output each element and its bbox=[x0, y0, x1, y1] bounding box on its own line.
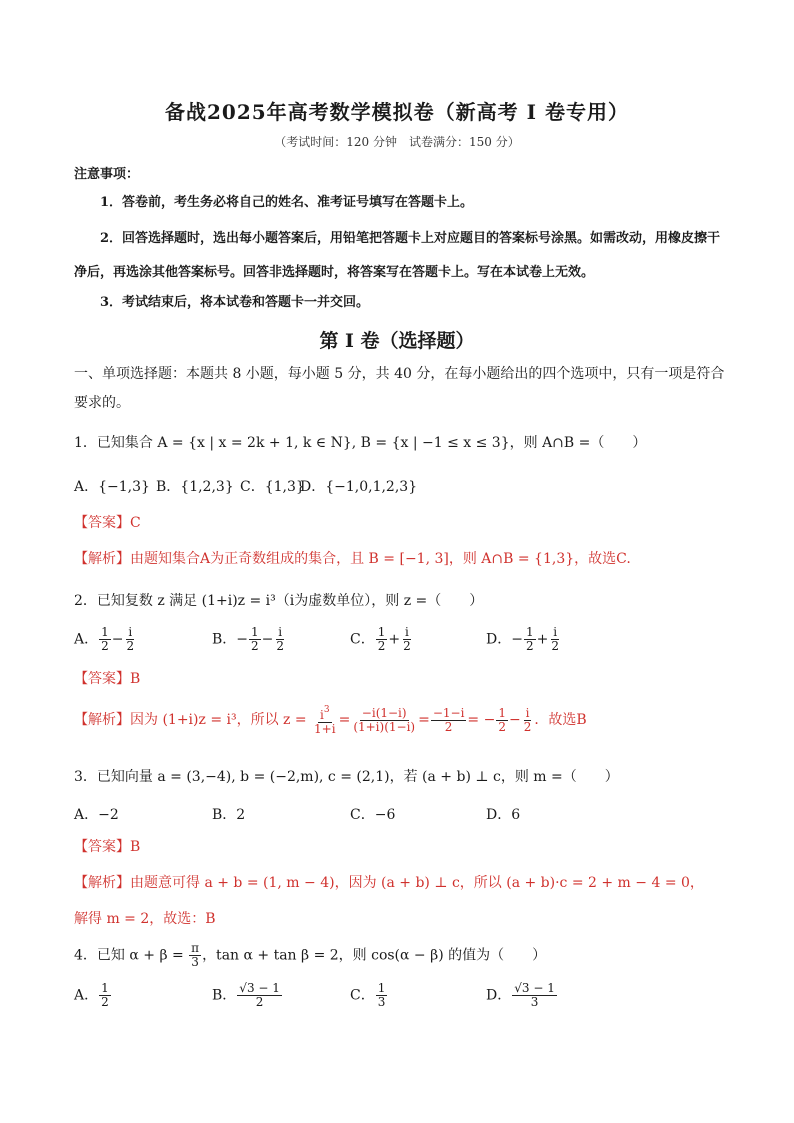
answer-value: C bbox=[130, 515, 141, 531]
exam-info: （考试时间：120 分钟 试卷满分：150 分） bbox=[274, 135, 520, 149]
question-4-stem-prefix: 4．已知 α + β = bbox=[74, 947, 184, 964]
answer-label: 【答案】 bbox=[74, 515, 130, 531]
question-1-answer bbox=[74, 512, 734, 532]
question-1-option-a: A．{−1,3} bbox=[74, 479, 150, 495]
question-4-option-b: B． $\frac{√3 - 1}{2}$ bbox=[212, 981, 280, 1009]
question-3-option-b: B．2 bbox=[212, 807, 246, 823]
question-1-option-b: B．{1,2,3} bbox=[156, 479, 234, 495]
section-intro: 一、单项选择题：本题共 8 小题，每小题 5 分，共 40 分，在每小题给出的四个选项中，只有一项是符合要求的。 bbox=[74, 366, 725, 411]
question-4-stem: 4．已知 α + β = $\frac{\pi}{3}$ ，tan α + tan β = 2，则 cos(α − β) 的值为（ ） bbox=[74, 941, 547, 969]
question-4-option-a: A． $\frac{1}{2}$ bbox=[74, 981, 109, 1009]
question-1-option-d: D．{−1,0,1,2,3} bbox=[300, 479, 418, 495]
notice-item-2: 2．回答选择题时，选出每小题答案后，用铅笔把答题卡上对应题目的答案标号涂黑。如需改动，用橡皮擦干净后，再选涂其他答案标号。回答非选择题时，将答案写在答题卡上。写在本试卷上无效。 bbox=[74, 231, 721, 280]
question-2-answer bbox=[74, 668, 734, 688]
question-1-stem: 1．已知集合 A = {x | x = 2k + 1, k ∈ N}, B = {x | −1 ≤ x ≤ 3}，则 A∩B =（ ） bbox=[74, 435, 647, 451]
question-3-stem: 3．已知向量 a = (3,−4), b = (−2,m), c = (2,1)，若 (a + b) ⊥ c，则 m =（ ） bbox=[74, 769, 619, 785]
notice-item-1: 1．答卷前，考生务必将自己的姓名、准考证号填写在答题卡上。 bbox=[100, 195, 474, 210]
question-3-analysis-continued: 解得 m = 2，故选：B bbox=[74, 911, 216, 927]
answer-label: 【答案】 bbox=[74, 671, 130, 687]
question-3-option-c: C．−6 bbox=[350, 807, 396, 823]
question-1-option-c: C．{1,3} bbox=[240, 479, 305, 495]
answer-value: B bbox=[130, 839, 141, 855]
question-4-stem-suffix: ，tan α + tan β = 2，则 cos(α − β) 的值为（ ） bbox=[202, 947, 547, 964]
question-4-option-c: C． $\frac{1}{3}$ bbox=[350, 981, 386, 1009]
answer-value: B bbox=[130, 671, 141, 687]
answer-label: 【答案】 bbox=[74, 839, 130, 855]
analysis-text: 因为 (1+i)z = i³，所以 z = bbox=[130, 712, 307, 728]
question-2-option-a: A． $\frac{1}{2}$ − $\frac{i}{2}$ bbox=[74, 625, 135, 653]
analysis-suffix: ．故选B bbox=[534, 712, 587, 728]
question-3-option-a: A．−2 bbox=[74, 807, 119, 823]
question-2-stem: 2．已知复数 z 满足 (1+i)z = i³（i为虚数单位），则 z =（ ） bbox=[74, 593, 484, 609]
section-title: 第 I 卷（选择题） bbox=[319, 330, 475, 352]
question-2-option-c: C． $\frac{1}{2}$ + $\frac{i}{2}$ bbox=[350, 625, 411, 653]
question-2-analysis: 【解析】因为 (1+i)z = i³，所以 z = $\frac{i^3}{1+i}$ = $\frac{-i(1-i)}{(1+i)(1-i)}$ = $\frac{-1-i}{2}$ = − $\frac{1}{2}$ − $\frac{i}{2}$ ．故选B bbox=[74, 705, 587, 736]
question-3-option-d: D．6 bbox=[486, 807, 521, 823]
notice-heading: 注意事项： bbox=[74, 167, 140, 182]
analysis-text: 由题意可得 a + b = (1, m − 4)，因为 (a + b) ⊥ c，所以 (a + b)·c = 2 + m − 4 = 0， bbox=[130, 875, 704, 891]
notice-item-3: 3．考试结束后，将本试卷和答题卡一并交回。 bbox=[100, 295, 370, 310]
analysis-text: 由题知集合A为正奇数组成的集合，且 B = [−1, 3]，则 A∩B = {1,3}，故选C. bbox=[130, 551, 631, 567]
question-3-analysis bbox=[74, 872, 734, 892]
analysis-label: 【解析】 bbox=[74, 551, 130, 567]
question-3-answer bbox=[74, 836, 734, 856]
question-1-analysis bbox=[74, 548, 734, 568]
question-2-option-d: D．− $\frac{1}{2}$ + $\frac{i}{2}$ bbox=[486, 625, 559, 653]
question-4-option-d: D． $\frac{√3 - 1}{3}$ bbox=[486, 981, 555, 1009]
analysis-label: 【解析】 bbox=[74, 712, 130, 728]
question-2-option-b: B．− $\frac{1}{2}$ − $\frac{i}{2}$ bbox=[212, 625, 285, 653]
analysis-label: 【解析】 bbox=[74, 875, 130, 891]
page-title: 备战2025年高考数学模拟卷（新高考 I 卷专用） bbox=[165, 100, 629, 124]
